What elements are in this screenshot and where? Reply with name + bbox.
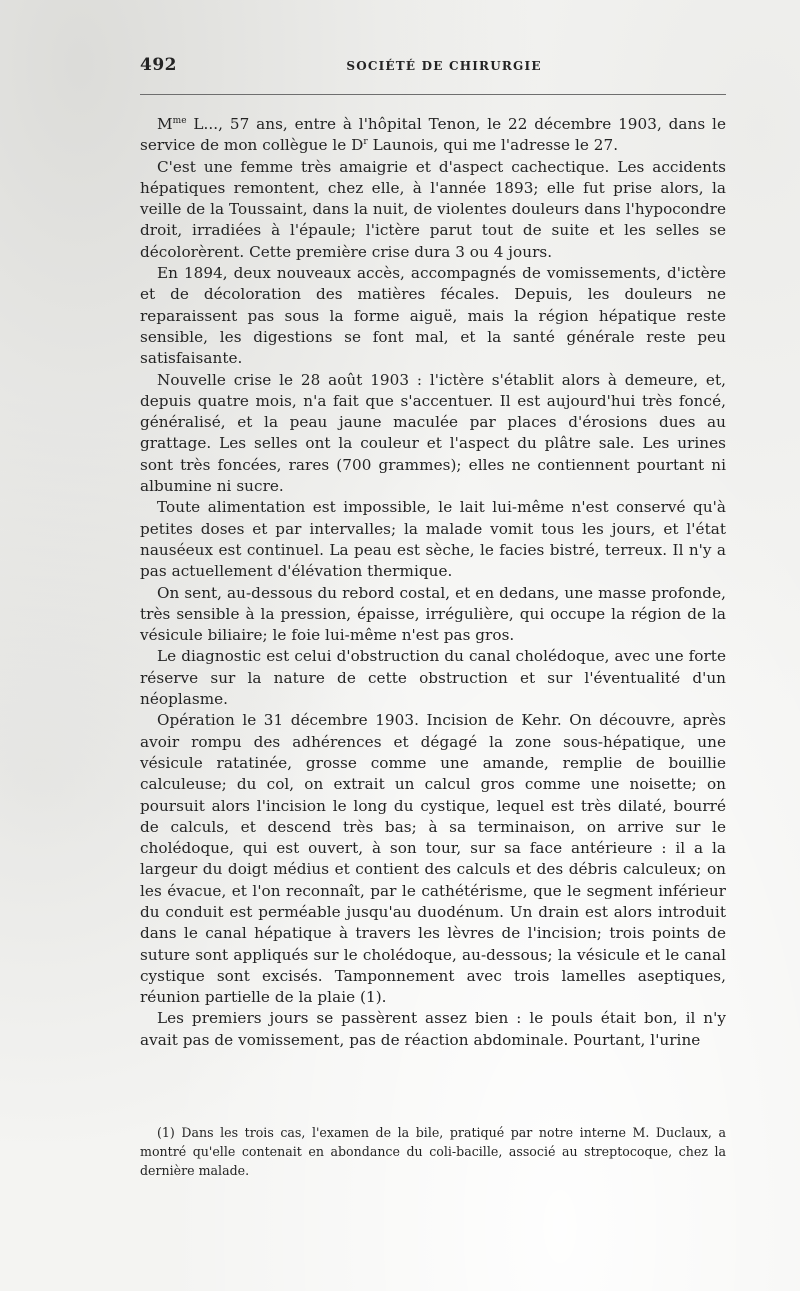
- paragraph: Le diagnostic est celui d'obstruction du canal cholédoque, avec une forte réserve sur la nature de cette obstruction et sur l'éventualité d'un néoplasme.: [140, 647, 726, 709]
- paragraph: C'est une femme très amaigrie et d'aspect cachectique. Les accidents hépatiques remontent, chez elle, à l'année 1893; elle fut prise alors, la veille de la Toussaint, dans la nuit, de violentes douleurs dans l'hypocondre droit, irradiées à l'épaule; l'ictère parut tout de suite et les selles se décolorèrent. Cette première crise dura 3 ou 4 jours.: [140, 157, 726, 261]
- footnote: [140, 1123, 726, 1180]
- running-title: SOCIÉTÉ DE CHIRURGIE: [346, 59, 542, 73]
- paragraph: Les premiers jours se passèrent assez bien : le pouls était bon, il n'y avait pas de vomissement, pas de réaction abdominale. Pourtant, l'urine: [140, 1009, 726, 1049]
- document-page: [140, 55, 726, 1178]
- footnote-text: (1) Dans les trois cas, l'examen de la bile, pratiqué par notre interne M. Duclaux, a montré qu'elle contenait en abondance du coli-bacille, associé au streptocoque, chez la dernière malade.: [140, 1125, 726, 1178]
- abbr-superscript: me: [172, 115, 187, 126]
- paragraph: Opération le 31 décembre 1903. Incision de Kehr. On découvre, après avoir rompu des adhérences et dégagé la zone sous-hépatique, une vésicule ratatinée, grosse comme une amande, remplie de bouillie calculeuse; du col, on extrait un calcul gros comme une noisette; on poursuit alors l'incision le long du cystique, lequel est très dilaté, bourré de calculs, et descend très bas; à sa terminaison, on arrive sur le cholédoque, qui est ouvert, à son tour, sur sa face antérieure : il a la largeur du doigt médius et contient des calculs et des débris calculeux; on les évacue, et l'on reconnaît, par le cathétérisme, que le segment inférieur du conduit est perméable jusqu'au duodénum. Un drain est alors introduit dans le canal hépatique à travers les lèvres de l'incision; trois points de suture sont appliqués sur le cholédoque, au-dessous; la vésicule et le canal cystique sont excisés. Tamponnement avec trois lamelles aseptiques, réunion partielle de la plaie (1).: [140, 711, 726, 1007]
- body-text: [140, 114, 726, 1051]
- doctor-superscript: r: [363, 137, 368, 148]
- paragraph-text: Launois, qui me l'adresse le 27.: [367, 136, 619, 155]
- running-head: [140, 55, 726, 79]
- page-number: 492: [140, 55, 177, 75]
- header-rule: [140, 94, 726, 95]
- paragraph: Toute alimentation est impossible, le lait lui-même n'est conservé qu'à petites doses et par intervalles; la malade vomit tous les jours, et l'état nauséeux est continuel. La peau est sèche, le facies bistré, terreux. Il n'y a pas actuellement d'élévation thermique.: [140, 498, 726, 581]
- paragraph: En 1894, deux nouveaux accès, accompagnés de vomissements, d'ictère et de décoloration des matières fécales. Depuis, les douleurs ne reparaissent pas sous la forme aiguë, mais la région hépatique reste sensible, les digestions se font mal, et la santé générale reste peu satisfaisante.: [140, 264, 726, 368]
- abbr-madame: M: [157, 115, 173, 133]
- paragraph-patient-intro: [140, 114, 726, 157]
- paragraph: Nouvelle crise le 28 août 1903 : l'ictère s'établit alors à demeure, et, depuis quatre mois, n'a fait que s'accentuer. Il est aujourd'hui très foncé, généralisé, et la peau jaune maculée par places d'érosions dues au grattage. Les selles ont la couleur et l'aspect du plâtre sale. Les urines sont très foncées, rares (700 grammes); elles ne contiennent pourtant ni albumine ni sucre.: [140, 370, 726, 496]
- paragraph: On sent, au-dessous du rebord costal, et en dedans, une masse profonde, très sensible à la pression, épaisse, irrégulière, qui occupe la région de la vésicule biliaire; le foie lui-même n'est pas gros.: [140, 583, 726, 645]
- paragraph-text: L..., 57 ans, entre à l'hôpital Tenon, le 22 décembre 1903, dans le service de mon collègue le D: [140, 115, 726, 155]
